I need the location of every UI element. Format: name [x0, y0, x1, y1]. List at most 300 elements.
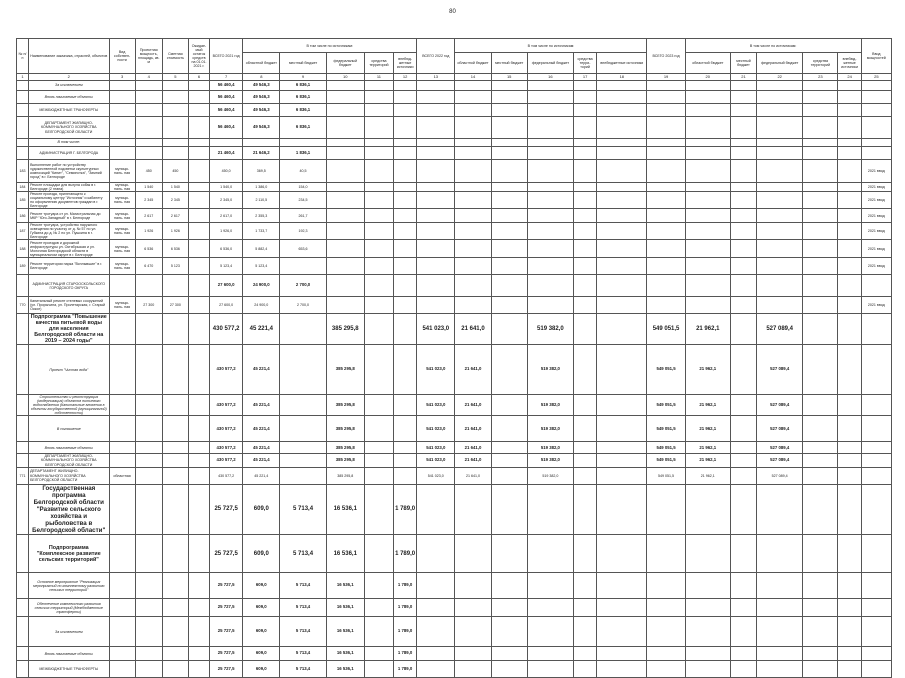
cell-s: 1 926: [162, 223, 188, 240]
cell-obl22: [455, 573, 491, 599]
cell-obl22: 21 641,0: [455, 416, 491, 442]
cell-t21: 25 727,5: [210, 647, 243, 661]
cell-fed22: [527, 661, 573, 678]
cell-t22: 541 023,0: [417, 442, 455, 454]
cell-vne23: [838, 147, 861, 160]
cell-o: [188, 147, 209, 160]
cell-t22: 541 023,0: [417, 416, 455, 442]
column-number: 2: [29, 74, 109, 81]
cell-obl21: 45 221,4: [243, 345, 280, 395]
cell-vne23: [838, 442, 861, 454]
cell-obl23: [685, 223, 730, 240]
cell-mest21: [280, 139, 326, 147]
cell-vne23: [838, 160, 861, 183]
cell-fed23: [757, 147, 803, 160]
cell-obl23: 21 962,1: [685, 345, 730, 395]
cell-fed22: [527, 275, 573, 297]
col-vsego-2022: ВСЕГО 2022 год: [417, 39, 455, 74]
row-name: АДМИНИСТРАЦИЯ Г. БЕЛГОРОДА: [29, 147, 109, 160]
cell-mest21: 261,7: [280, 209, 326, 223]
cell-terr21: [364, 183, 393, 192]
cell-obl21: 49 546,3: [243, 91, 280, 104]
cell-mest23: [730, 484, 756, 535]
cell-o: [188, 442, 209, 454]
cell-o: [188, 395, 209, 416]
cell-vne21: [394, 209, 417, 223]
cell-terr23: [803, 139, 838, 147]
cell-obl21: 45 221,4: [243, 442, 280, 454]
header-row-1: [17, 39, 892, 53]
cell-vne21: [394, 104, 417, 117]
cell-vid: [109, 573, 135, 599]
cell-obl23: [685, 117, 730, 139]
cell-terr23: [803, 91, 838, 104]
cell-fed22: [527, 209, 573, 223]
cell-t22: [417, 275, 455, 297]
col-obl-2023: областной бюджет: [685, 53, 730, 74]
cell-mest21: 6 836,1: [280, 81, 326, 91]
cell-terr23: [803, 442, 838, 454]
cell-vne23: [838, 91, 861, 104]
cell-n: 183: [17, 160, 29, 183]
cell-vvod: 2021 ввод: [861, 297, 891, 314]
table-row: [17, 139, 892, 147]
cell-obl21: 5 123,4: [243, 258, 280, 275]
cell-vne22: [597, 258, 647, 275]
row-name: Основное мероприятие "Реализация мероприятий по комплексному развитию сельских территорий": [29, 573, 109, 599]
cell-obl22: 21 641,0: [455, 314, 491, 345]
cell-terr22: [574, 240, 597, 258]
cell-t23: [647, 617, 685, 647]
row-name: АДМИНИСТРАЦИЯ СТАРООСКОЛЬСКОГО ГОРОДСКОГО ОКРУГА: [29, 275, 109, 297]
cell-vne23: [838, 209, 861, 223]
cell-o: [188, 467, 209, 484]
row-name: За исключением: [29, 81, 109, 91]
cell-vne22: [597, 573, 647, 599]
cell-s: [162, 395, 188, 416]
cell-vne21: [394, 395, 417, 416]
cell-vne22: [597, 395, 647, 416]
cell-fed23: [757, 183, 803, 192]
cell-t22: [417, 117, 455, 139]
table-row: [17, 661, 892, 678]
cell-vne21: [394, 240, 417, 258]
cell-fed22: [527, 81, 573, 91]
cell-mest22: [491, 454, 527, 467]
cell-terr23: [803, 484, 838, 535]
cell-s: 27 300: [162, 297, 188, 314]
cell-o: [188, 454, 209, 467]
cell-vid: [109, 275, 135, 297]
cell-fed23: [757, 484, 803, 535]
cell-vne23: [838, 467, 861, 484]
cell-s: [162, 599, 188, 617]
row-name: Строительство и реконструкция (модернизация) объектов питьевого водоснабжения (Капитальные вложения в объекты государственной (муниципальной) собственности): [29, 395, 109, 416]
cell-mest22: [491, 192, 527, 209]
cell-mest21: 6 836,1: [280, 104, 326, 117]
cell-t22: [417, 617, 455, 647]
cell-obl21: 45 221,4: [243, 467, 280, 484]
cell-fed22: [527, 91, 573, 104]
cell-terr22: [574, 81, 597, 91]
cell-o: [188, 183, 209, 192]
cell-mest23: [730, 183, 756, 192]
cell-n: 186: [17, 209, 29, 223]
cell-vid: [109, 395, 135, 416]
cell-t21: 430 577,2: [210, 454, 243, 467]
cell-vvod: [861, 617, 891, 647]
cell-obl21: 609,0: [243, 484, 280, 535]
cell-obl23: [685, 484, 730, 535]
col-vne-2022: внебюджетные источники: [597, 53, 647, 74]
cell-mest22: [491, 416, 527, 442]
col-ostatok: Ожидае- мый остаток средств на 01.01. 2021 г.: [188, 39, 209, 74]
column-number: 8: [243, 74, 280, 81]
table-row: [17, 647, 892, 661]
cell-vne21: [394, 345, 417, 395]
cell-vid: [109, 91, 135, 104]
column-number: 23: [803, 74, 838, 81]
cell-fed21: 385 295,8: [326, 345, 364, 395]
cell-t23: [647, 117, 685, 139]
cell-s: 450: [162, 160, 188, 183]
cell-vid: [109, 442, 135, 454]
cell-p: [135, 454, 162, 467]
cell-o: [188, 345, 209, 395]
cell-mest21: 5 713,4: [280, 647, 326, 661]
cell-t22: [417, 599, 455, 617]
cell-n: [17, 442, 29, 454]
cell-o: [188, 104, 209, 117]
row-name: Ремонт территории парка "Всплывшие" в г. Белгороде: [29, 258, 109, 275]
cell-vvod: [861, 91, 891, 104]
col-mest-2023: местный бюджет: [730, 53, 756, 74]
cell-obl22: [455, 258, 491, 275]
cell-vne22: [597, 661, 647, 678]
cell-p: 450: [135, 160, 162, 183]
cell-vne21: [394, 275, 417, 297]
cell-s: [162, 647, 188, 661]
cell-p: [135, 395, 162, 416]
cell-fed22: [527, 535, 573, 573]
cell-t22: 541 023,0: [417, 467, 455, 484]
cell-fed21: [326, 275, 364, 297]
column-number: 4: [135, 74, 162, 81]
cell-mest21: [280, 314, 326, 345]
cell-fed22: [527, 192, 573, 209]
cell-mest22: [491, 81, 527, 91]
cell-fed22: [527, 484, 573, 535]
cell-s: [162, 617, 188, 647]
column-number: 12: [394, 74, 417, 81]
cell-o: [188, 160, 209, 183]
cell-terr22: [574, 192, 597, 209]
cell-n: 187: [17, 223, 29, 240]
cell-t23: [647, 661, 685, 678]
cell-t21: 25 727,5: [210, 617, 243, 647]
cell-p: [135, 275, 162, 297]
cell-vid: муници- паль- ная: [109, 258, 135, 275]
cell-t21: 450,0: [210, 160, 243, 183]
cell-mest23: [730, 314, 756, 345]
cell-s: [162, 454, 188, 467]
cell-terr22: [574, 209, 597, 223]
cell-vid: [109, 104, 135, 117]
cell-vne21: [394, 314, 417, 345]
cell-obl22: [455, 647, 491, 661]
cell-t21: 25 727,5: [210, 661, 243, 678]
cell-obl22: 21 641,0: [455, 395, 491, 416]
cell-vne21: 1 789,0: [394, 535, 417, 573]
cell-o: [188, 573, 209, 599]
cell-vid: [109, 535, 135, 573]
cell-mest23: [730, 223, 756, 240]
cell-o: [188, 223, 209, 240]
table-row: [17, 81, 892, 91]
cell-terr23: [803, 275, 838, 297]
cell-obl21: 5 882,4: [243, 240, 280, 258]
cell-terr22: [574, 297, 597, 314]
cell-vne23: [838, 258, 861, 275]
cell-obl21: 609,0: [243, 661, 280, 678]
cell-mest23: [730, 647, 756, 661]
cell-fed22: [527, 297, 573, 314]
cell-obl22: [455, 275, 491, 297]
cell-vvod: [861, 275, 891, 297]
column-number: 5: [162, 74, 188, 81]
cell-fed23: [757, 160, 803, 183]
cell-fed21: 16 536,1: [326, 573, 364, 599]
cell-obl21: 609,0: [243, 535, 280, 573]
cell-fed23: [757, 117, 803, 139]
cell-terr21: [364, 297, 393, 314]
cell-obl22: [455, 160, 491, 183]
cell-vne21: [394, 467, 417, 484]
cell-o: [188, 209, 209, 223]
col-proekt: Проектная мощность, площадь, кв. м: [135, 39, 162, 74]
cell-fed21: 16 536,1: [326, 484, 364, 535]
cell-fed23: [757, 223, 803, 240]
cell-vne21: 1 789,0: [394, 661, 417, 678]
cell-obl23: [685, 209, 730, 223]
cell-t22: [417, 223, 455, 240]
cell-mest21: [280, 442, 326, 454]
cell-fed23: 527 089,4: [757, 345, 803, 395]
cell-t23: 549 051,5: [647, 416, 685, 442]
cell-fed22: [527, 104, 573, 117]
cell-fed22: [527, 139, 573, 147]
cell-vid: муници- паль- ная: [109, 297, 135, 314]
cell-n: [17, 484, 29, 535]
cell-obl22: [455, 661, 491, 678]
cell-terr23: [803, 160, 838, 183]
cell-terr22: [574, 535, 597, 573]
cell-fed23: [757, 258, 803, 275]
cell-t22: [417, 183, 455, 192]
cell-fed21: [326, 139, 364, 147]
cell-p: [135, 535, 162, 573]
cell-mest21: [280, 395, 326, 416]
cell-vne22: [597, 81, 647, 91]
cell-t21: 2 345,0: [210, 192, 243, 209]
cell-n: [17, 314, 29, 345]
cell-o: [188, 139, 209, 147]
cell-mest23: [730, 81, 756, 91]
cell-mest21: 5 713,4: [280, 484, 326, 535]
column-number: 25: [861, 74, 891, 81]
cell-mest23: [730, 535, 756, 573]
cell-mest21: 5 713,4: [280, 599, 326, 617]
cell-t23: [647, 192, 685, 209]
cell-t23: [647, 297, 685, 314]
cell-terr23: [803, 454, 838, 467]
cell-vne21: [394, 160, 417, 183]
cell-vvod: 2021 ввод: [861, 160, 891, 183]
cell-mest22: [491, 467, 527, 484]
row-name: МЕЖБЮДЖЕТНЫЕ ТРАНСФЕРТЫ: [29, 661, 109, 678]
table-row: [17, 209, 892, 223]
cell-obl22: [455, 117, 491, 139]
column-number: 10: [326, 74, 364, 81]
cell-obl23: 21 962,1: [685, 454, 730, 467]
cell-mest23: [730, 442, 756, 454]
cell-o: [188, 599, 209, 617]
cell-n: 770: [17, 297, 29, 314]
cell-s: 6 536: [162, 240, 188, 258]
cell-vid: муници- паль- ная: [109, 223, 135, 240]
cell-vne22: [597, 454, 647, 467]
cell-mest21: 2 700,0: [280, 297, 326, 314]
cell-terr21: [364, 275, 393, 297]
cell-terr22: [574, 416, 597, 442]
cell-fed23: [757, 139, 803, 147]
cell-s: [162, 104, 188, 117]
cell-terr22: [574, 183, 597, 192]
cell-mest22: [491, 147, 527, 160]
cell-vne22: [597, 484, 647, 535]
cell-mest22: [491, 617, 527, 647]
cell-terr23: [803, 617, 838, 647]
cell-mest23: [730, 416, 756, 442]
cell-p: [135, 661, 162, 678]
cell-t23: [647, 209, 685, 223]
col-name: Наименование заказчика, отраслей, объектов: [29, 39, 109, 74]
column-number: 15: [491, 74, 527, 81]
row-name: За исключением: [29, 617, 109, 647]
cell-mest21: [280, 467, 326, 484]
cell-obl23: [685, 81, 730, 91]
cell-fed23: [757, 275, 803, 297]
cell-vne23: [838, 104, 861, 117]
cell-obl22: [455, 484, 491, 535]
cell-fed23: 527 089,4: [757, 416, 803, 442]
cell-vne21: 1 789,0: [394, 484, 417, 535]
cell-t23: [647, 258, 685, 275]
cell-obl21: 609,0: [243, 599, 280, 617]
cell-t23: [647, 535, 685, 573]
cell-fed23: 527 089,4: [757, 442, 803, 454]
cell-vne22: [597, 416, 647, 442]
cell-vne22: [597, 91, 647, 104]
cell-vne23: [838, 573, 861, 599]
col-sources-2023: В том числе по источникам:: [685, 39, 861, 53]
cell-vvod: [861, 81, 891, 91]
row-name: Капитальный ремонт стелевых сооружений (ул. Прорычина, ул. Пролетарская, г. Старый Оскол): [29, 297, 109, 314]
cell-mest22: [491, 258, 527, 275]
cell-s: [162, 345, 188, 395]
cell-fed21: [326, 104, 364, 117]
cell-t21: 430 577,2: [210, 442, 243, 454]
cell-terr22: [574, 573, 597, 599]
cell-obl23: [685, 104, 730, 117]
cell-obl23: [685, 661, 730, 678]
cell-t22: [417, 484, 455, 535]
cell-terr23: [803, 661, 838, 678]
cell-s: [162, 139, 188, 147]
cell-p: [135, 442, 162, 454]
row-name: Вновь начинаемые объекты: [29, 647, 109, 661]
cell-vne23: [838, 617, 861, 647]
cell-terr23: [803, 258, 838, 275]
cell-vvod: [861, 661, 891, 678]
cell-n: [17, 454, 29, 467]
cell-o: [188, 240, 209, 258]
cell-terr22: [574, 223, 597, 240]
cell-t22: [417, 147, 455, 160]
cell-t23: 549 051,5: [647, 454, 685, 467]
cell-fed21: [326, 91, 364, 104]
row-name: Выполнение работ по устройству художественной подсветки скульптурных композиций "Кипит", "Семинотка", "Зимний город" в г. Белгороде: [29, 160, 109, 183]
cell-t21: 430 577,2: [210, 395, 243, 416]
cell-terr23: [803, 467, 838, 484]
cell-vid: [109, 81, 135, 91]
cell-vne23: [838, 454, 861, 467]
cell-vne21: 1 789,0: [394, 599, 417, 617]
cell-terr21: [364, 647, 393, 661]
cell-terr22: [574, 258, 597, 275]
cell-fed23: 527 089,4: [757, 395, 803, 416]
cell-o: [188, 617, 209, 647]
cell-fed21: 385 295,8: [326, 395, 364, 416]
cell-terr23: [803, 647, 838, 661]
cell-mest21: 653,6: [280, 240, 326, 258]
cell-s: [162, 147, 188, 160]
cell-vne21: [394, 147, 417, 160]
cell-p: 2 345: [135, 192, 162, 209]
cell-t22: [417, 139, 455, 147]
cell-terr22: [574, 147, 597, 160]
cell-t22: [417, 573, 455, 599]
cell-t21: 430 577,2: [210, 345, 243, 395]
cell-vvod: [861, 395, 891, 416]
col-vvod: Ввод мощностей: [861, 39, 891, 74]
cell-p: [135, 647, 162, 661]
cell-terr22: [574, 160, 597, 183]
cell-terr21: [364, 209, 393, 223]
cell-obl21: 609,0: [243, 617, 280, 647]
cell-fed22: [527, 240, 573, 258]
cell-fed21: [326, 81, 364, 91]
row-name: Обеспечение комплексного развития сельских территорий (Межбюджетные трансферты): [29, 599, 109, 617]
cell-t22: [417, 160, 455, 183]
cell-terr21: [364, 617, 393, 647]
cell-mest21: 5 713,4: [280, 617, 326, 647]
cell-s: [162, 573, 188, 599]
cell-fed21: [326, 258, 364, 275]
cell-obl23: [685, 275, 730, 297]
cell-n: 771: [17, 467, 29, 484]
row-name: Ремонт площадки для выгула собак в г. Белгороде (2 этапа): [29, 183, 109, 192]
